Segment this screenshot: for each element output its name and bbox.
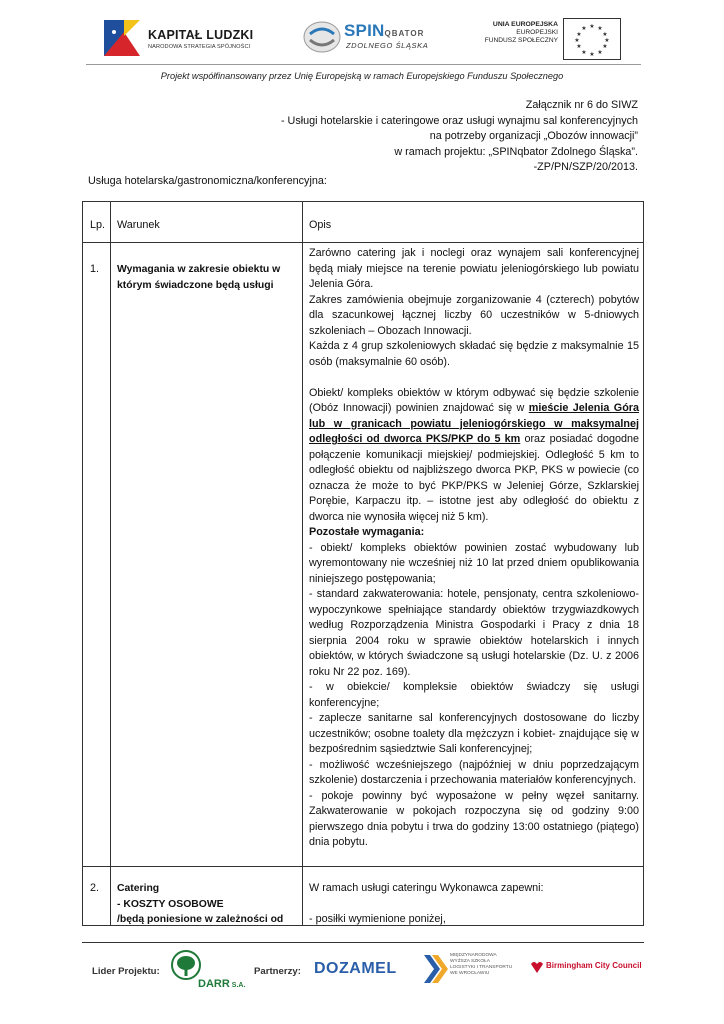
row2-opis-p2: - posiłki wymienione poniżej, [309, 913, 446, 925]
birmingham-logo [530, 959, 646, 977]
msl-chevron-icon [422, 951, 448, 987]
svg-text:★: ★ [602, 32, 608, 38]
svg-text:★: ★ [589, 52, 595, 58]
row1-warunek [117, 262, 297, 293]
eu-line-2: EUROPEJSKI [516, 29, 558, 36]
row1-opis-p7: - standard zakwaterowania: hotele, pensjonaty, centra szkoleniowo- wypoczynkowe spełniające standardy obiektów trzygwiazdkowych według Rozporządzenia Ministra Gospodarki i Pracy z dnia 18 sierpnia 2004 roku w sprawie obiektów hotelarskich i innych obiektów, w których świadczone są usługi hotelarskie (Dz. U. z 2006 roku Nr 22 poz. 169). [309, 588, 639, 678]
eu-flag-icon [563, 18, 621, 60]
darr-word: DARR S.A. [198, 978, 246, 990]
birmingham-text: Birmingham City Council [546, 961, 642, 970]
svg-text:★: ★ [576, 44, 582, 50]
table-col-divider-2 [302, 202, 303, 925]
row1-opis-p11: - pokoje powinny być wyposażone w pełny węzeł sanitarny. Zakwaterowanie w pokojach rozpoczyna się od godziny 9:00 pierwszego dnia pobytu i trwa do godziny 13:00 ostatniego (piątego) dnia pobytu. [309, 789, 639, 848]
svg-text:★: ★ [604, 38, 610, 44]
row1-lp: 1. [90, 263, 100, 275]
row1-opis-p6: - obiekt/ kompleks obiektów powinien zostać wybudowany lub wyremontowany nie wcześniej niż 10 lat przed dniem opublikowania niniejszego postępowania; [309, 541, 639, 585]
lider-label: Lider Projektu: [92, 966, 160, 977]
annex-line-5: -ZP/PN/SZP/20/2013. [533, 161, 638, 173]
annex-line-1: Załącznik nr 6 do SIWZ [525, 99, 638, 111]
header-warunek: Warunek [117, 219, 160, 231]
spinqbator-subtitle: ZDOLNEGO ŚLĄSKA [346, 41, 429, 50]
table-row-divider [83, 866, 643, 867]
kapital-ludzki-logo [100, 14, 265, 62]
annex-block [281, 98, 638, 176]
header-divider [86, 64, 641, 65]
row1-opis [309, 246, 639, 851]
row1-opis-p1: Zarówno catering jak i noclegi oraz wynajem sali konferencyjnej będą miały miejsce na terenie powiatu jeleniogórskiego lub powiatu Jelenia Góra. [309, 247, 639, 290]
darr-logo [158, 950, 248, 994]
row2-warunek-line-1: Catering [117, 883, 160, 894]
svg-text:★: ★ [581, 26, 587, 32]
row2-warunek-line-3: /będą poniesione w zależności od [117, 914, 284, 925]
annex-line-4: w ramach projektu: „SPINqbator Zdolnego Śląska”. [394, 145, 638, 158]
table-header-divider [83, 242, 643, 243]
eu-line-3: FUNDUSZ SPOŁECZNY [484, 37, 558, 44]
spinqbator-word: SPINQBATOR [344, 21, 425, 40]
header-lp: Lp. [90, 219, 106, 231]
requirements-table [82, 201, 644, 926]
row1-opis-p5: Pozostałe wymagania: [309, 526, 425, 538]
svg-text:★: ★ [597, 26, 603, 32]
row1-opis-p4 [309, 386, 639, 526]
footer-divider [82, 942, 644, 943]
kapital-ludzki-flag-icon [100, 16, 146, 60]
spinqbator-mark-icon [302, 20, 342, 54]
spinqbator-logo [302, 20, 452, 56]
row1-opis-p3: Każda z 4 grup szkoleniowych składać się będzie z maksymalnie 15 osób (maksymalnie 60 osób). [309, 340, 639, 368]
row1-opis-p4-c: oraz posiadać dogodne połączenie komunikacji miejskiej/ podmiejskiej. Odległość 5 km to odległość obiektu od najbliższego dworca PKP, PKS w powiecie (co oznacza że może to być PKP/PKS w Jeleniej Górze, Szklarskiej Porębie, Karpaczu itp. – istotne jest aby odległość do obiektu z dworca nie wynosiła więcej niż 5 km). [309, 433, 639, 523]
row1-opis-p4-a: Obiekt/ kompleks obiektów w którym odbywać się będzie szkolenie (Obóz Innowacji) powinien znajdować się w [309, 386, 639, 414]
row2-opis-p1: W ramach usługi cateringu Wykonawca zapewni: [309, 882, 544, 894]
svg-text:★: ★ [589, 24, 595, 30]
row1-opis-spacer [309, 370, 639, 386]
row1-opis-p10: - możliwość wcześniejszego (najpóźniej w dniu poprzedzającym szkolenie) dostarczenia i przechowania materiałów konferencyjnych. [309, 758, 639, 786]
eu-text [478, 21, 558, 45]
row1-opis-p9: - zaplecze sanitarne sal konferencyjnych dostosowane do liczby uczestników; osobne toalety dla mężczyzn i kobiet- znajdujące się w bezpośrednim sąsiedztwie Sali konferencyjnej; [309, 712, 639, 755]
row2-warunek [117, 881, 297, 928]
msl-text: MIĘDZYNARODOWA WYŻSZA SZKOŁA LOGISTYKI I TRANSPORTU WE WROCŁAWIU [450, 953, 513, 976]
row1-warunek-line-2: którym świadczone będą usługi [117, 279, 274, 291]
header-opis: Opis [309, 219, 332, 231]
msl-logo [422, 951, 522, 989]
partnerzy-label: Partnerzy: [254, 966, 301, 977]
svg-text:★: ★ [574, 38, 580, 44]
row1-opis-p2: Zakres zamówienia obejmuje zorganizowanie 4 (czterech) pobytów dla szacunkowej łącznej liczby 60 uczestników w 5-dniowych szkoleniach – Obozach Innowacji. [309, 293, 639, 337]
row2-lp: 2. [90, 882, 100, 894]
birmingham-emblem-icon [530, 960, 544, 974]
row2-warunek-line-2: - KOSZTY OSOBOWE [117, 898, 224, 910]
svg-text:★: ★ [576, 32, 582, 38]
kapital-ludzki-title: KAPITAŁ LUDZKI [148, 28, 254, 42]
kapital-ludzki-subtitle: NARODOWA STRATEGIA SPÓJNOŚCI [148, 44, 251, 50]
svg-text:★: ★ [597, 50, 603, 56]
annex-line-2: - Usługi hotelarskie i cateringowe oraz usługi wynajmu sal konferencyjnych [280, 114, 638, 127]
table-col-divider-1 [110, 202, 111, 925]
row2-opis-spacer [309, 897, 639, 913]
row1-warunek-line-1: Wymagania w zakresie obiektu w [117, 264, 281, 275]
annex-line-3: na potrzeby organizacji „Obozów innowacji” [429, 130, 638, 142]
dozamel-logo: DOZAMEL [314, 960, 397, 977]
row1-opis-p8: - w obiekcie/ kompleksie obiektów świadczy się usługi konferencyjne; [309, 681, 639, 709]
eu-line-1: UNIA EUROPEJSKA [492, 21, 558, 28]
svg-text:★: ★ [602, 44, 608, 50]
row1-opis-p4-location: mieście Jelenia Góra lub w granicach powiatu jeleniogórskiego w maksymalnej odległości od dworca PKS/PKP do 5 km [309, 402, 639, 445]
project-cofinancing-line: Projekt współfinansowany przez Unię Europejską w ramach Europejskiego Funduszu Społecznego [160, 71, 564, 81]
row2-opis [309, 881, 639, 928]
service-label: Usługa hotelarska/gastronomiczna/konferencyjna: [88, 175, 327, 187]
svg-text:★: ★ [581, 50, 587, 56]
